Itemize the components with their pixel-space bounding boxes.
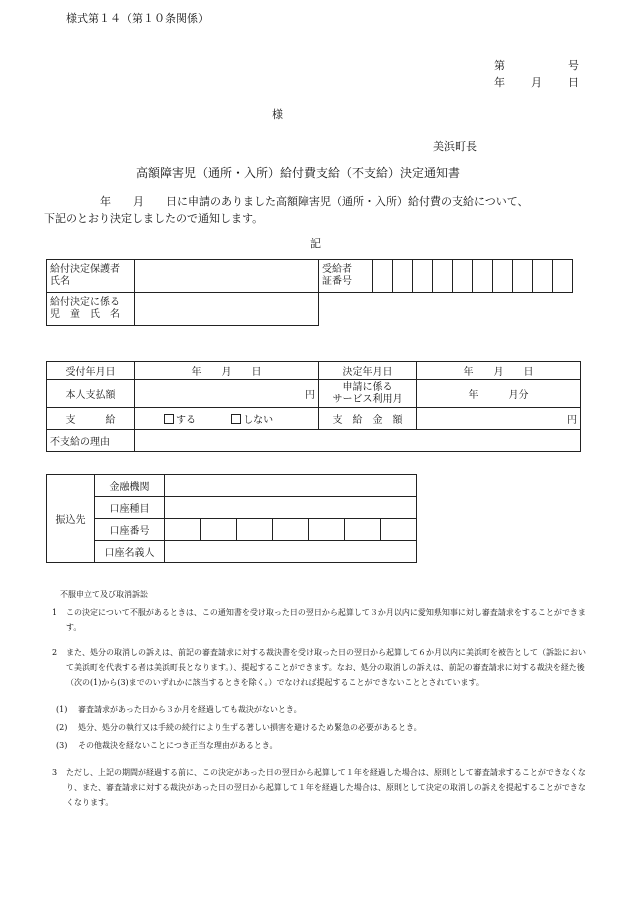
- decision-date-field[interactable]: 年 月 日: [417, 362, 581, 380]
- yen-unit: 円: [305, 390, 315, 401]
- self-pay-label: 本人支払額: [47, 380, 135, 408]
- note-sub-item: (1) 審査請求があった日から３か月を経過しても裁決がないとき。: [56, 705, 302, 714]
- number-prefix: 第: [494, 59, 505, 72]
- recipient-table: [46, 259, 573, 326]
- recipient-number-digit[interactable]: [533, 260, 553, 293]
- recipient-number-digit[interactable]: [553, 260, 573, 293]
- child-name-field[interactable]: [135, 293, 319, 326]
- note-item: 3 ただし、上記の期間が経過する前に、この決定があった日の翌日から起算して１年を経過した場合は、原則として審査請求することができなくなり、また、審査請求に対する裁決があった日の翌日から起算して１年を経過した場合は、原則として決定の取消しの訴えを提起することができなくなります。: [52, 768, 586, 807]
- recipient-number-digit[interactable]: [393, 260, 413, 293]
- account-holder-label: 口座名義人: [95, 541, 165, 563]
- recipient-number-digit[interactable]: [473, 260, 493, 293]
- payment-label: 支 給: [47, 408, 135, 430]
- payment-yes-option[interactable]: する: [164, 415, 196, 426]
- guardian-name-field[interactable]: [135, 260, 319, 293]
- date-month: 月: [531, 76, 542, 89]
- service-month-label: 申請に係る サービス利用月: [319, 380, 417, 408]
- intro-line-2: 下記のとおり決定しましたので通知します。: [44, 212, 264, 225]
- account-type-field[interactable]: [165, 497, 417, 519]
- payment-choice: [135, 408, 319, 430]
- date-day: 日: [568, 76, 579, 89]
- yen-unit: 円: [567, 415, 577, 426]
- recipient-number-digit[interactable]: [453, 260, 473, 293]
- account-holder-field[interactable]: [165, 541, 417, 563]
- note-item: 1 この決定について不服があるときは、この通知書を受け取った日の翌日から起算して３か月以内に愛知県知事に対し審査請求をすることができます。: [52, 608, 586, 632]
- non-payment-reason-field[interactable]: [135, 430, 581, 452]
- issuer-name: 美浜町長: [433, 140, 477, 153]
- recipient-number-digit[interactable]: [433, 260, 453, 293]
- recipient-number-digit[interactable]: [493, 260, 513, 293]
- note-item: 2 また、処分の取消しの訴えは、前記の審査請求に対する裁決書を受け取った日の翌日から起算して６か月以内に美浜町を被告として（訴訟において美浜町を代表する者は美浜町長となります。）、提起することができます。なお、処分の取消しの訴えは、前記の審査請求に対する裁決を経た後（次の(1)から(3)までのいずれかに該当するときを除く。）でなければ提起することができないこととされています。: [52, 648, 586, 687]
- decision-date-label: 決定年月日: [319, 362, 417, 380]
- transfer-table: [46, 474, 417, 563]
- account-number-label: 口座番号: [95, 519, 165, 541]
- account-number-digit[interactable]: [201, 519, 237, 541]
- transfer-label: 振込先: [47, 475, 95, 563]
- guardian-name-label: 給付決定保護者 氏名: [47, 260, 135, 293]
- addressee-honorific: 様: [272, 108, 283, 121]
- form-id: 様式第１４（第１０条関係）: [66, 12, 209, 25]
- received-date-field[interactable]: 年 月 日: [135, 362, 319, 380]
- non-payment-reason-label: 不支給の理由: [47, 430, 135, 452]
- recipient-number-digit[interactable]: [413, 260, 433, 293]
- account-number-digit[interactable]: [237, 519, 273, 541]
- note-sub-item: (2) 処分、処分の執行又は手続の続行により生ずる著しい損害を避けるため緊急の必要があるとき。: [56, 723, 422, 732]
- account-number-digit[interactable]: [381, 519, 417, 541]
- number-suffix: 号: [568, 59, 579, 72]
- page-title: 高額障害児（通所・入所）給付費支給（不支給）決定通知書: [136, 166, 461, 180]
- service-month-field[interactable]: 年 月分: [417, 380, 581, 408]
- notes-section: [52, 605, 590, 816]
- recipient-number-digit[interactable]: [513, 260, 533, 293]
- account-number-digit[interactable]: [273, 519, 309, 541]
- recipient-number-digit[interactable]: [373, 260, 393, 293]
- ki-marker: 記: [310, 237, 321, 250]
- note-sub-item: (3) その他裁決を経ないことにつき正当な理由があるとき。: [56, 741, 278, 750]
- bank-field[interactable]: [165, 475, 417, 497]
- date-year: 年: [494, 76, 505, 89]
- self-pay-field[interactable]: [135, 380, 319, 408]
- bank-label: 金融機関: [95, 475, 165, 497]
- recipient-number-label: 受給者 証番号: [319, 260, 373, 293]
- intro-line-1: 年 月 日に申請のありました高額障害児（通所・入所）給付費の支給について、: [100, 195, 529, 208]
- payment-no-option[interactable]: しない: [231, 415, 273, 426]
- child-name-label: 給付決定に係る 児 童 氏 名: [47, 293, 135, 326]
- notes-heading: 不服申立て及び取消訴訟: [60, 590, 148, 599]
- account-type-label: 口座種目: [95, 497, 165, 519]
- payment-amount-field[interactable]: [417, 408, 581, 430]
- account-number-digit[interactable]: [309, 519, 345, 541]
- received-date-label: 受付年月日: [47, 362, 135, 380]
- account-number-digit[interactable]: [165, 519, 201, 541]
- payment-amount-label: 支 給 金 額: [319, 408, 417, 430]
- checkbox-icon[interactable]: [231, 414, 241, 424]
- decision-table: [46, 361, 581, 452]
- account-number-digit[interactable]: [345, 519, 381, 541]
- checkbox-icon[interactable]: [164, 414, 174, 424]
